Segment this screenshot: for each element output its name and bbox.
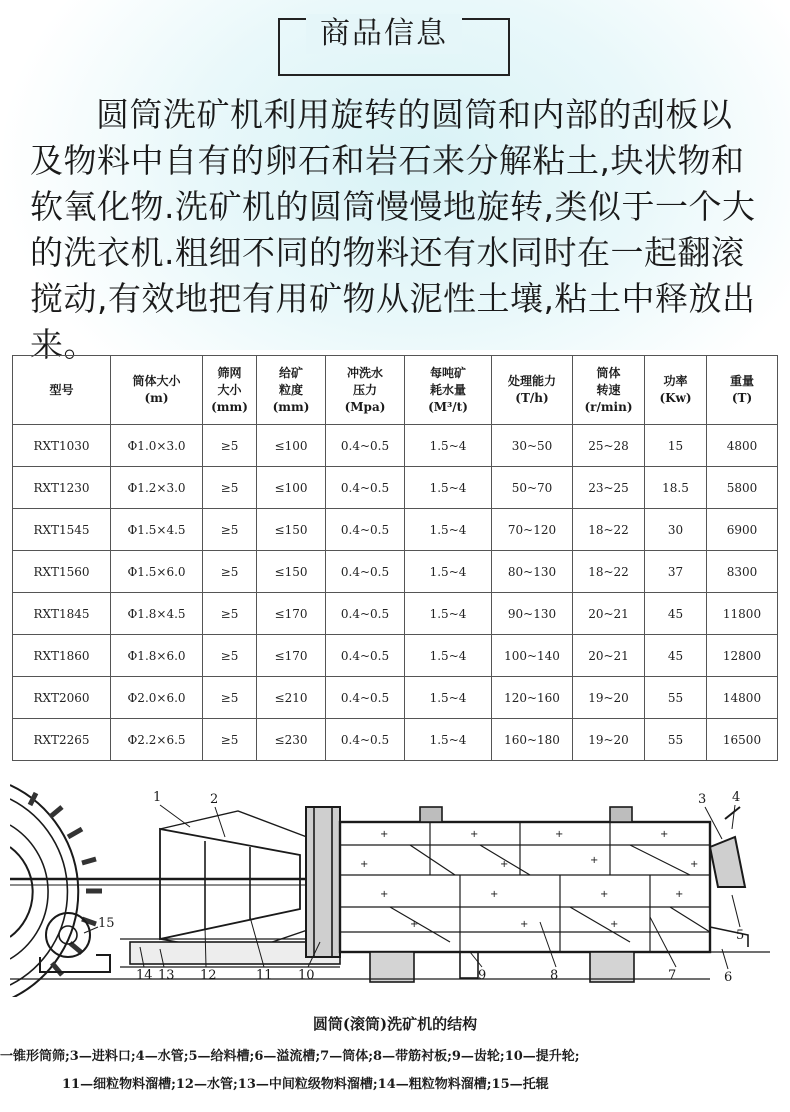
table-cell: ≥5 [203,467,257,509]
label-11: 11 [256,968,273,983]
svg-text:+: + [490,889,499,900]
table-header-text: 重量 [729,374,754,388]
table-row [13,467,778,509]
table-header-text: 功率 [663,374,688,388]
table-cell: 160~180 [492,719,573,761]
table-header-text: (mm) [272,399,310,414]
svg-text:+: + [380,889,389,900]
table-cell: 0.4~0.5 [326,467,405,509]
table-cell: 30~50 [492,425,573,467]
table-header-text: 粒度 [278,382,303,397]
table-cell: ≥5 [203,677,257,719]
feed-trough [710,837,745,887]
table-cell: 80~130 [492,551,573,593]
table-cell: RXT1845 [13,593,111,635]
table-cell: Φ1.2×3.0 [111,467,203,509]
table-cell: RXT2265 [13,719,111,761]
table-header-text: 冲洗水 [346,365,383,380]
table-cell: ≤150 [257,509,326,551]
table-cell: 0.4~0.5 [326,509,405,551]
intro-paragraph: 圆筒洗矿机利用旋转的圆筒和内部的刮板以及物料中自有的卵石和岩石来分解粘土,块状物和软氧化物.洗矿机的圆筒慢慢地旋转,类似于一个大的洗衣机.粗细不同的物料还有水同时在一起翻滚搅动,有效地把有用矿物从泥性土壤,粘土中释放出来。 [30,95,756,364]
table-cell: Φ1.5×6.0 [111,551,203,593]
table-cell: RXT1230 [13,467,111,509]
label-1: 1 [153,790,162,805]
label-9: 9 [478,968,487,983]
table-row [13,551,778,593]
table-header-text: 筒体大小 [132,374,181,388]
label-15: 15 [98,916,115,931]
label-6: 6 [724,970,733,985]
table-header-text: (T) [731,391,753,405]
table-row [13,509,778,551]
table-row [13,593,778,635]
table-cell: ≥5 [203,551,257,593]
table-header-text: 大小 [217,382,242,397]
table-cell: 1.5~4 [405,509,492,551]
table-cell: 15 [645,425,707,467]
table-cell: 23~25 [573,467,645,509]
table-cell: 0.4~0.5 [326,551,405,593]
support-roller [46,913,90,957]
diagram-legend-line-2: 11—细粒物料溜槽;12—水管;13—中间粒级物料溜槽;14—粗粒物料溜槽;15—托辊 [62,1077,549,1092]
table-header-text: (M³/t) [428,399,468,414]
table-header-text: (mm) [211,399,248,414]
table-header-text: 给矿 [278,365,303,380]
table-cell: 6900 [707,509,778,551]
gear [370,952,414,982]
table-cell: 19~20 [573,719,645,761]
table-cell: ≤230 [257,719,326,761]
table-row [13,425,778,467]
table-cell: 0.4~0.5 [326,719,405,761]
table-cell: 90~130 [492,593,573,635]
table-cell: 55 [645,677,707,719]
label-12: 12 [200,968,217,983]
table-header-text: 型号 [49,382,74,397]
table-cell: 55 [645,719,707,761]
table-cell: RXT1560 [13,551,111,593]
table-cell: Φ1.0×3.0 [111,425,203,467]
table-row [13,719,778,761]
svg-text:+: + [660,829,669,840]
page-title: 商品信息 [306,14,462,54]
lifting-wheel [306,807,340,957]
svg-text:+: + [610,919,619,930]
table-cell: 8300 [707,551,778,593]
table-header-text: (Mpa) [344,399,386,414]
cone-screen [160,829,300,939]
table-cell: 4800 [707,425,778,467]
table-cell: ≥5 [203,509,257,551]
table-cell: 1.5~4 [405,719,492,761]
table-cell: ≥5 [203,635,257,677]
table-cell: ≤150 [257,551,326,593]
table-cell: 100~140 [492,635,573,677]
table-cell: 0.4~0.5 [326,425,405,467]
label-13: 13 [158,968,175,983]
table-cell: ≤170 [257,635,326,677]
table-cell: Φ1.5×4.5 [111,509,203,551]
label-14: 14 [136,968,153,983]
table-row [13,677,778,719]
table-cell: 50~70 [492,467,573,509]
table-cell: 19~20 [573,677,645,719]
table-cell: 0.4~0.5 [326,677,405,719]
table-header-text: 转速 [596,382,621,397]
table-cell: Φ1.8×6.0 [111,635,203,677]
table-cell: 11800 [707,593,778,635]
table-cell: 1.5~4 [405,551,492,593]
table-cell: 18~22 [573,551,645,593]
svg-text:+: + [470,829,479,840]
table-header-cell [203,356,257,425]
table-cell: ≤100 [257,467,326,509]
table-cell: ≥5 [203,719,257,761]
svg-text:+: + [500,859,509,870]
table-header-cell [405,356,492,425]
table-header-cell [707,356,778,425]
table-header-text: 筛网 [217,365,242,380]
table-cell: ≥5 [203,593,257,635]
svg-text:+: + [555,829,564,840]
table-cell: 1.5~4 [405,593,492,635]
table-cell: 120~160 [492,677,573,719]
label-10: 10 [298,968,315,983]
table-cell: 0.4~0.5 [326,593,405,635]
table-cell: 1.5~4 [405,635,492,677]
table-cell: 14800 [707,677,778,719]
table-cell: ≥5 [203,425,257,467]
table-cell: ≤210 [257,677,326,719]
table-header-text: (m) [144,391,169,405]
diagram-legend-line-1: 一锥形筒筛;3—进料口;4—水管;5—给料槽;6—溢流槽;7—筒体;8—带筋衬板;9—齿轮;10—提升轮; [0,1049,580,1064]
table-header-text: (r/min) [584,399,633,414]
label-2: 2 [210,792,219,807]
table-cell: 70~120 [492,509,573,551]
svg-text:+: + [690,859,699,870]
table-cell: ≤170 [257,593,326,635]
table-header-text: (Kw) [659,391,692,405]
table-header-row [13,356,778,425]
svg-text:+: + [590,855,599,866]
svg-text:+: + [520,919,529,930]
table-cell: RXT2060 [13,677,111,719]
label-4: 4 [732,790,741,805]
table-body [13,425,778,761]
table-cell: Φ2.2×6.5 [111,719,203,761]
label-3: 3 [698,792,707,807]
table-cell: 1.5~4 [405,467,492,509]
table-cell: 5800 [707,467,778,509]
table-cell: ≤100 [257,425,326,467]
washer-structure-diagram [10,767,780,997]
table-header-text: 每吨矿 [429,365,466,380]
table-cell: 30 [645,509,707,551]
table-cell: RXT1545 [13,509,111,551]
table-cell: 25~28 [573,425,645,467]
table-header-cell [111,356,203,425]
table-cell: 12800 [707,635,778,677]
table-cell: RXT1860 [13,635,111,677]
label-5: 5 [736,928,745,943]
table-cell: 16500 [707,719,778,761]
table-header-cell [326,356,405,425]
table-cell: 18.5 [645,467,707,509]
svg-text:+: + [410,919,419,930]
table-header-text: 筒体 [596,365,621,380]
spec-table [12,355,778,761]
label-8: 8 [550,968,559,983]
svg-text:+: + [675,889,684,900]
table-cell: 37 [645,551,707,593]
table-cell: 18~22 [573,509,645,551]
table-header-text: (T/h) [515,391,549,405]
table-header-text: 压力 [352,382,377,397]
label-7: 7 [668,968,677,983]
table-header-cell [492,356,573,425]
table-header-cell [257,356,326,425]
svg-text:+: + [600,889,609,900]
table-header-text: 处理能力 [507,374,556,388]
table-cell: Φ2.0×6.0 [111,677,203,719]
table-cell: Φ1.8×4.5 [111,593,203,635]
diagram-caption: 圆筒(滚筒)洗矿机的结构 [312,1015,478,1033]
table-header-cell [645,356,707,425]
table-cell: RXT1030 [13,425,111,467]
table-cell: 20~21 [573,635,645,677]
svg-text:+: + [380,829,389,840]
table-cell: 0.4~0.5 [326,635,405,677]
table-header-text: 耗水量 [429,382,466,397]
table-header-cell [573,356,645,425]
svg-text:+: + [360,859,369,870]
table-row [13,635,778,677]
table-header-cell [13,356,111,425]
table-cell: 1.5~4 [405,677,492,719]
table-cell: 20~21 [573,593,645,635]
table-cell: 45 [645,635,707,677]
table-cell: 45 [645,593,707,635]
table-cell: 1.5~4 [405,425,492,467]
